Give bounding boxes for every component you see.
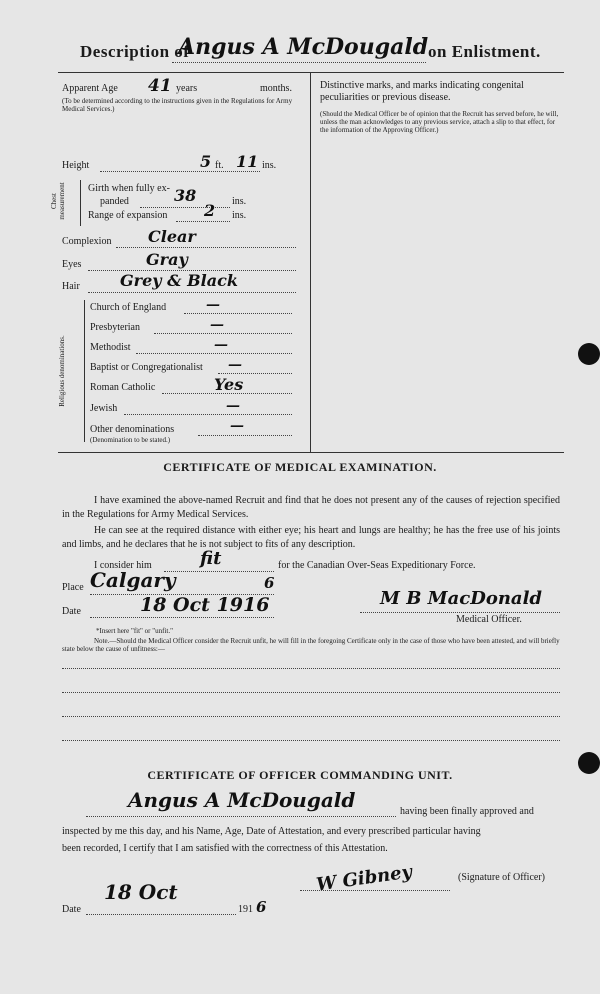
religion-label-methodist: Methodist <box>90 342 131 353</box>
medical-officer-signature: M B MacDonald <box>380 588 543 609</box>
height-inches-value: 11 <box>236 152 259 171</box>
header-suffix: on Enlistment. <box>428 42 541 61</box>
unfit-line-1 <box>62 668 560 669</box>
mid-rule <box>58 452 564 453</box>
religion-bracket <box>84 300 85 442</box>
eyes-value: Gray <box>146 250 188 269</box>
religion-line-jewish <box>124 414 292 415</box>
punch-hole-upper <box>578 343 600 365</box>
recruit-name-handwritten: Angus A McDougald <box>178 34 429 60</box>
commanding-name-line <box>86 816 396 817</box>
unfit-line-4 <box>62 740 560 741</box>
months-label: months. <box>260 83 292 94</box>
unfit-note: Note.—Should the Medical Officer consider the Recruit unfit, he will fill in the foregoing Certificate only in the case of those who have been attested, and will briefly state below the cause of unfitness:— <box>62 637 560 653</box>
hair-line <box>88 292 296 293</box>
religion-group-label: Religious denominations. <box>58 335 66 407</box>
commanding-para-line-3: been recorded, I certify that I am satisfied with the correctness of this Attestation. <box>62 843 388 854</box>
header-prefix: Description of <box>80 42 190 61</box>
age-value: 41 <box>148 76 172 96</box>
religion-mark-presbyterian: — <box>210 317 224 333</box>
range-unit: ins. <box>232 210 247 221</box>
range-label: Range of expansion <box>88 210 168 221</box>
commanding-cert-title: CERTIFICATE OF OFFICER COMMANDING UNIT. <box>147 768 453 782</box>
girth-label-1: Girth when fully ex- <box>88 183 170 194</box>
top-rule <box>58 72 564 73</box>
unfit-line-3 <box>62 716 560 717</box>
unfit-line-2 <box>62 692 560 693</box>
religion-label-jewish: Jewish <box>90 403 118 414</box>
religion-line-presbyterian <box>154 333 292 334</box>
girth-label-2: panded <box>100 196 129 207</box>
place-value: Calgary <box>90 568 176 592</box>
complexion-line <box>116 247 296 248</box>
commanding-officer-signature: W Gibney <box>315 861 414 896</box>
insert-fit-note: *Insert here "fit" or "unfit." <box>96 627 173 635</box>
signature-of-officer-label: (Signature of Officer) <box>458 872 546 883</box>
place-extra-mark: 6 <box>264 574 275 592</box>
height-inches-unit: ins. <box>262 160 277 171</box>
religion-other-note: (Denomination to be stated.) <box>90 436 171 444</box>
medical-date-value: 18 Oct 1916 <box>140 594 270 616</box>
commanding-date-label: Date <box>62 904 81 915</box>
religion-mark-baptist: — <box>228 357 242 373</box>
height-feet-unit: ft. <box>215 160 224 171</box>
religion-label-other: Other denominations <box>90 424 175 435</box>
height-feet-value: 5 <box>200 152 212 171</box>
height-line <box>100 171 260 172</box>
consider-suffix: for the Canadian Over-Seas Expeditionary Force. <box>278 560 476 571</box>
range-value: 2 <box>204 201 216 220</box>
chest-bracket <box>80 180 81 226</box>
hair-label: Hair <box>62 281 80 292</box>
range-line <box>176 221 230 222</box>
religion-line-methodist <box>136 353 292 354</box>
commanding-recruit-name: Angus A McDougald <box>128 788 356 812</box>
religion-mark-church-of-england: — <box>206 297 220 313</box>
chest-group-label: Chest measurement <box>50 182 66 220</box>
religion-label-baptist: Baptist or Congregationalist <box>90 362 203 373</box>
medical-officer-label: Medical Officer. <box>456 614 522 625</box>
distinctive-marks-note: (Should the Medical Officer be of opinion that the Recruit has served before, he will, unless the man acknowledges to any previous service, attach a slip to that effect, for the information of the Approving Officer.) <box>320 110 559 134</box>
place-label: Place <box>62 582 84 593</box>
commanding-year-handwritten: 6 <box>256 898 267 916</box>
girth-line <box>140 207 230 208</box>
consider-prefix: I consider him <box>94 560 152 571</box>
religion-mark-roman-catholic: Yes <box>214 375 244 394</box>
religion-mark-jewish: — <box>226 398 240 414</box>
medical-para-2: He can see at the required distance with either eye; his heart and lungs are healthy; he has the free use of his joints and limbs, and he declares that he is not subject to fits of any description. <box>62 525 560 550</box>
medical-para-1: I have examined the above-named Recruit and find that he does not present any of the causes of rejection specified in the Regulations for Army Medical Services. <box>62 495 560 520</box>
medical-date-line <box>90 617 274 618</box>
complexion-value: Clear <box>148 227 196 246</box>
religion-line-church-of-england <box>184 313 292 314</box>
consider-line <box>164 571 274 572</box>
religion-mark-other: — <box>230 418 244 434</box>
height-label: Height <box>62 160 90 171</box>
medical-signature-line <box>360 612 560 613</box>
years-label: years <box>176 83 198 94</box>
medical-date-label: Date <box>62 606 81 617</box>
distinctive-marks-label: Distinctive marks, and marks indicating congenital peculiarities or previous disease. <box>320 80 524 103</box>
center-divider <box>310 72 311 452</box>
header-name-line <box>172 62 426 63</box>
commanding-signature-line <box>300 890 450 891</box>
religion-line-other <box>198 435 292 436</box>
commanding-para-line-2: inspected by me this day, and his Name, Age, Date of Attestation, and every prescribed particular having <box>62 826 481 837</box>
religion-line-baptist <box>218 373 292 374</box>
religion-mark-methodist: — <box>214 337 228 353</box>
medical-cert-title: CERTIFICATE OF MEDICAL EXAMINATION. <box>163 460 437 474</box>
age-note: (To be determined according to the instructions given in the Regulations for Army Medical Services.) <box>62 97 293 113</box>
hair-value: Grey & Black <box>120 271 238 290</box>
age-label: Apparent Age <box>62 83 118 94</box>
complexion-label: Complexion <box>62 236 112 247</box>
consider-value: fit <box>200 548 222 569</box>
religion-label-presbyterian: Presbyterian <box>90 322 140 333</box>
commanding-having-text: having been finally approved and <box>400 806 534 817</box>
religion-label-church-of-england: Church of England <box>90 302 167 313</box>
eyes-label: Eyes <box>62 259 82 270</box>
commanding-date-line <box>86 914 236 915</box>
commanding-year-printed: 191 <box>238 904 253 915</box>
commanding-date-value: 18 Oct <box>104 880 178 904</box>
girth-unit: ins. <box>232 196 247 207</box>
religion-label-roman-catholic: Roman Catholic <box>90 382 156 393</box>
girth-value: 38 <box>174 186 197 205</box>
